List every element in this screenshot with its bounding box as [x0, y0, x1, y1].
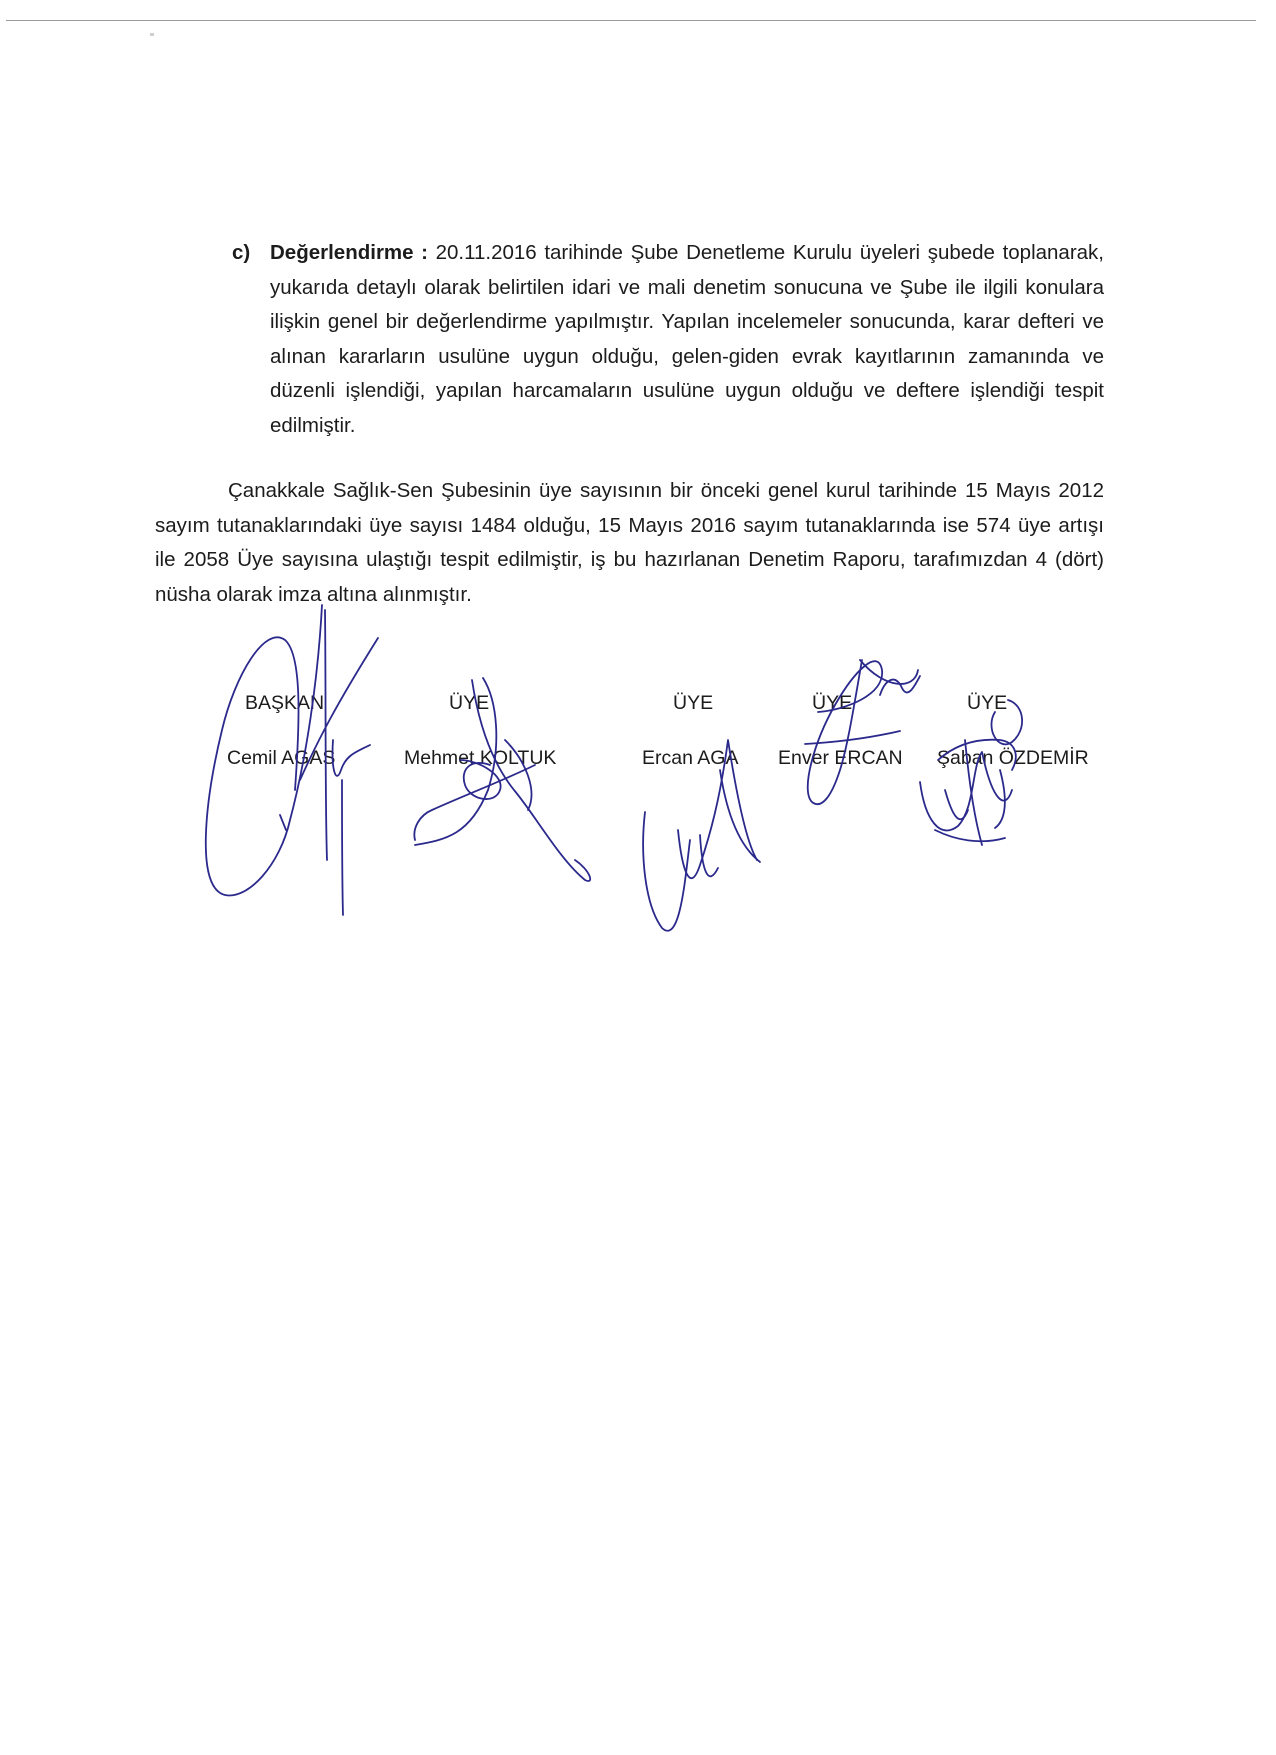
signatory-1-role: BAŞKAN [245, 692, 325, 714]
section-c-text: 20.11.2016 tarihinde Şube Denetleme Kurulu üyeleri şubede toplanarak, yukarıda detaylı olarak belirtilen idari ve mali denetim sonucuna ve Şube ile ilgili konulara ilişkin genel bir değerlendirme yapılmıştır. Yapılan incelemeler sonucunda, karar defteri ve alınan kararların usulüne uygun olduğu, gelen-giden evrak kayıtlarının zamanında ve düzenli işlendiği, yapılan harcamaların usulüne uygun olduğu ve deftere işlendiği tespit edilmiştir. [270, 241, 1104, 437]
signatory-3-name: Ercan AGA [642, 747, 739, 769]
signatory-1-name: Cemil AGAS [227, 747, 336, 769]
signatory-4-name: Enver ERCAN [778, 747, 903, 769]
signature-cemil-agas [206, 605, 378, 915]
signature-mehmet-koltuk [414, 678, 590, 881]
closing-paragraph: Çanakkale Sağlık-Sen Şubesinin üye sayısının bir önceki genel kurul tarihinde 15 Mayıs 2012 sayım tutanaklarındaki üye sayısı 1484 olduğu, 15 Mayıs 2016 sayım tutanaklarında ise 574 üye artışı ile 2058 Üye sayısına ulaştığı tespit edilmiştir, iş bu hazırlanan Denetim Raporu, tarafımızdan 4 (dört) nüsha olarak imza altına alınmıştır. [155, 479, 1104, 606]
signature-enver-ercan [805, 660, 920, 804]
section-c-term: Değerlendirme : [270, 241, 428, 264]
signatory-3-role: ÜYE [673, 692, 714, 714]
signature-ercan-aga [643, 740, 760, 931]
signatory-2-role: ÜYE [449, 692, 490, 714]
signatory-2-name: Mehmet KOLTUK [404, 747, 557, 769]
signatory-4-role: ÜYE [812, 692, 853, 714]
section-c-label: c) [232, 241, 251, 264]
signatory-5-role: ÜYE [967, 692, 1008, 714]
signature-saban-ozdemir [920, 700, 1022, 845]
signatory-5-name: Şaban ÖZDEMİR [937, 747, 1089, 769]
